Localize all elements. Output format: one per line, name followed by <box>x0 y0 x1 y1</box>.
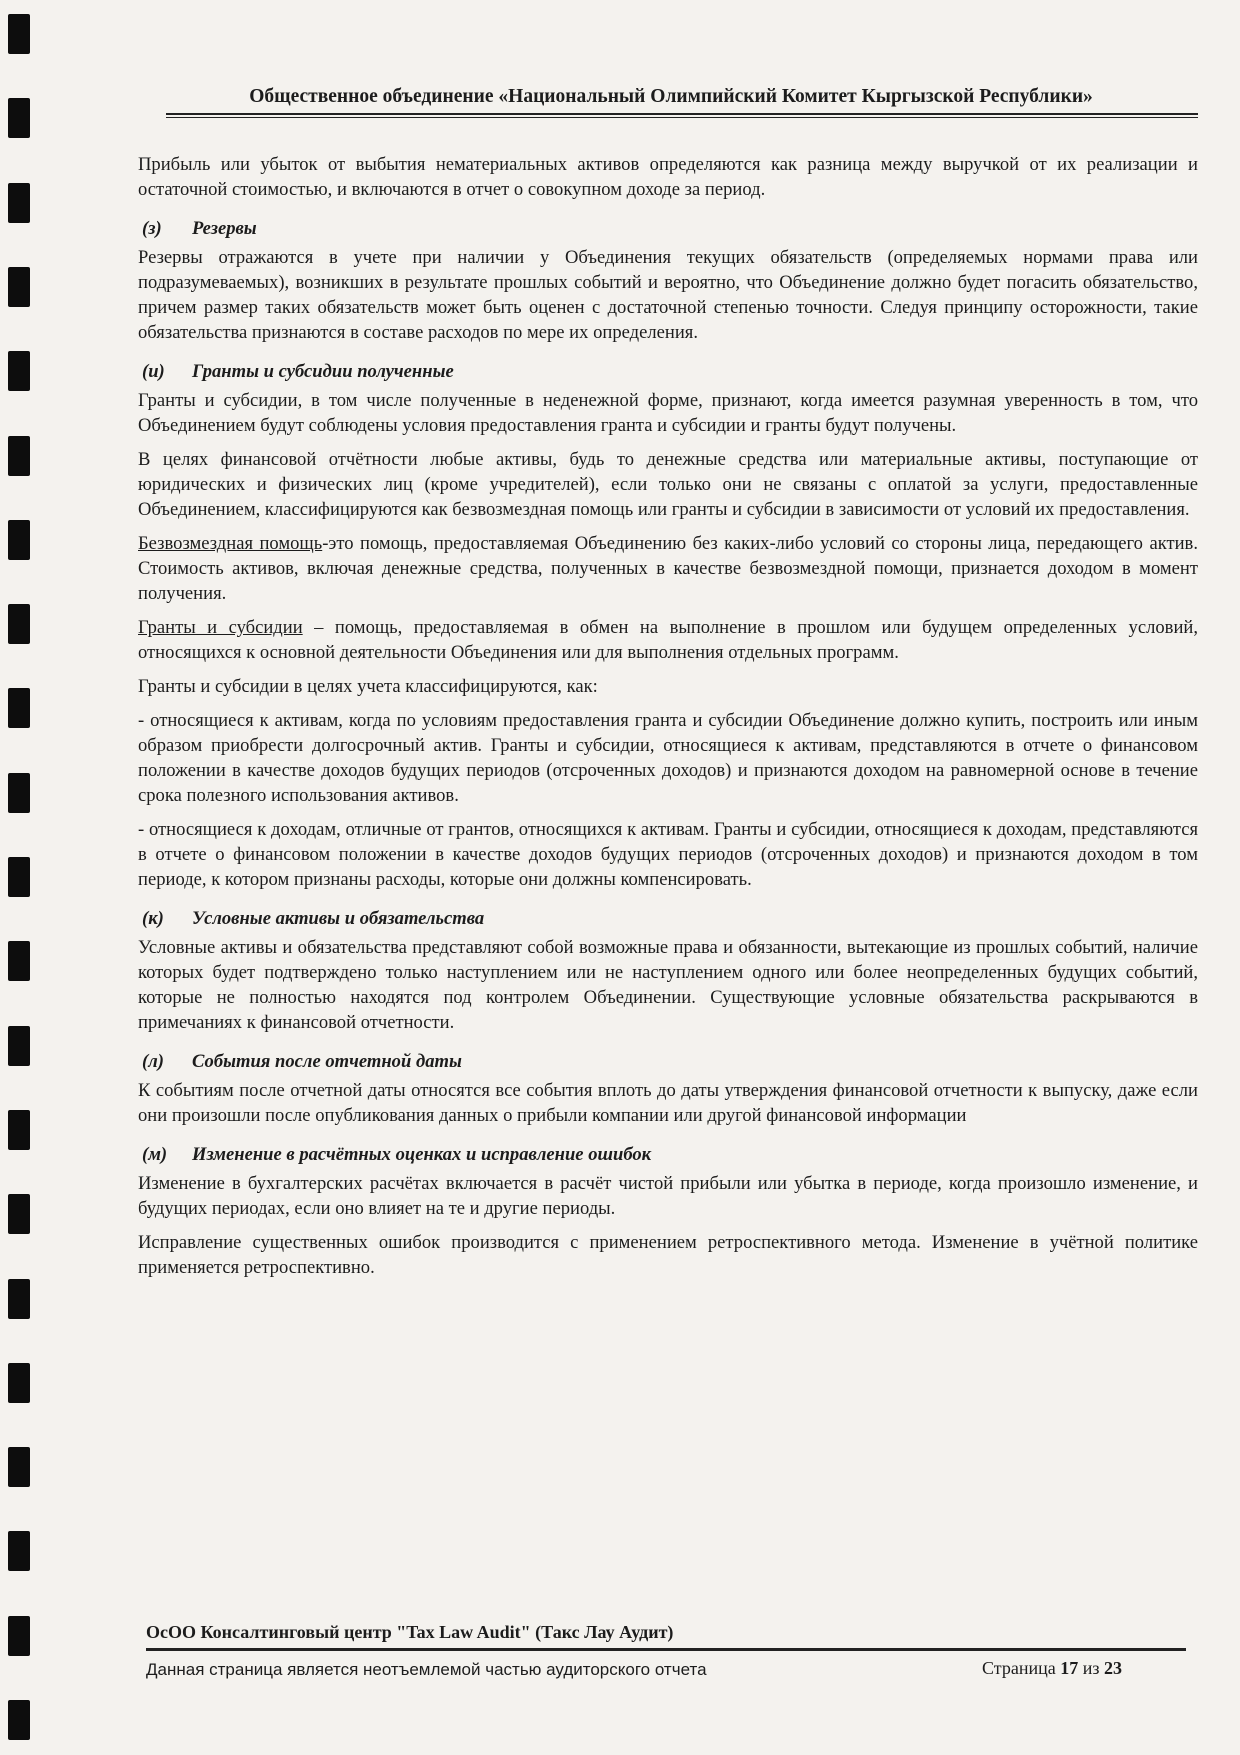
section-number: (и) <box>142 361 165 382</box>
page-of: из <box>1082 1658 1100 1678</box>
binding-hole <box>8 351 30 391</box>
binding-hole <box>8 1194 30 1234</box>
page-number <box>982 1658 1122 1679</box>
binding-hole <box>8 436 30 476</box>
definition-text: – помощь, предоставляемая в обмен на выполнение в прошлом или будущем определенных условий, относящихся к основной деятельности Объединения или для выполнения отдельных программ. <box>138 617 1199 663</box>
binding-hole <box>8 773 30 813</box>
section-heading: События после отчетной даты <box>192 1051 462 1072</box>
binding-strip <box>8 0 30 1755</box>
binding-hole <box>8 520 30 560</box>
section-title-grants <box>138 359 1198 384</box>
list-item-paragraph: - относящиеся к доходам, отличные от грантов, относящихся к активам. Гранты и субсидии, относящиеся к доходам, представляются в отчете о финансовом положении в качестве доходов будущих периодов (отсроченных доходов) и признаются доходом в том периоде, к котором признаны расходы, которые они должны компенсировать. <box>138 819 1198 890</box>
binding-hole <box>8 1616 30 1656</box>
binding-hole <box>8 604 30 644</box>
section-number: (л) <box>142 1051 164 1072</box>
intro-paragraph: Прибыль или убыток от выбытия нематериальных активов определяются как разница между выручкой от их реализации и остаточной стоимостью, и включаются в отчет о совокупном доходе за период. <box>138 154 1198 200</box>
binding-hole <box>8 1447 30 1487</box>
binding-hole <box>8 1279 30 1319</box>
section-number: (м) <box>142 1144 168 1165</box>
definition-text: -это помощь, предоставляемая Объединению без каких-либо условий со стороны лица, передающего актив. Стоимость активов, включая денежные средства, полученных в качестве безвозмездной помощи, признается доходом в момент получения. <box>138 533 1198 604</box>
paragraph: Изменение в бухгалтерских расчётах включается в расчёт чистой прибыли или убытка в периоде, когда произошло изменение, и будущих периодах, если оно влияет на те и другие периоды. <box>138 1173 1198 1219</box>
paragraph: Резервы отражаются в учете при наличии у Объединения текущих обязательств (определяемых нормами права или подразумеваемых), возникших в результате прошлых событий и вероятно, что Объединение должно будет погасить обязательство, причем размер таких обязательств может быть оценен с достаточной степенью точности. Следуя принципу осторожности, такие обязательства признаются в составе расходов по мере их определения. <box>138 247 1198 343</box>
section-number: (з) <box>142 218 162 239</box>
section-heading: Гранты и субсидии полученные <box>192 361 454 382</box>
footer-company-name: ОсОО Консалтинговый центр "Tax Law Audit" (Такс Лау Аудит) <box>146 1622 674 1642</box>
paragraph: Гранты и субсидии, в том числе полученные в неденежной форме, признают, когда имеется разумная уверенность в том, что Объединением будут соблюдены условия предоставления гранта и субсидии и гранты будут получены. <box>138 390 1198 436</box>
section-title-contingent <box>138 906 1198 931</box>
document-page <box>138 0 1198 1755</box>
definition-paragraph <box>138 531 1198 606</box>
binding-hole <box>8 1700 30 1740</box>
definition-term: Гранты и субсидии <box>138 617 303 638</box>
page-current: 17 <box>1060 1658 1079 1678</box>
definition-term: Безвозмездная помощь <box>138 533 323 554</box>
definition-paragraph <box>138 615 1198 665</box>
page-total: 23 <box>1103 1658 1122 1678</box>
binding-hole <box>8 14 30 54</box>
header-rule <box>166 113 1198 115</box>
binding-hole <box>8 267 30 307</box>
binding-hole <box>8 1531 30 1571</box>
list-item-paragraph: - относящиеся к активам, когда по условиям предоставления гранта и субсидии Объединение должно купить, построить или иным образом приобрести долгосрочный актив. Гранты и субсидии, относящиеся к активам, представляются в отчете о финансовом положении в качестве доходов будущих периодов (отсроченных доходов) и признаются доходом на равномерной основе в течение срока полезного использования активов. <box>138 710 1198 806</box>
paragraph: Исправление существенных ошибок производится с применением ретроспективного метода. Изменение в учётной политике применяется ретроспективно. <box>138 1232 1198 1278</box>
footer-note: Данная страница является неотъемлемой частью аудиторского отчета <box>146 1660 707 1679</box>
section-title-reserves <box>138 216 1198 241</box>
binding-hole <box>8 1026 30 1066</box>
section-heading: Резервы <box>192 218 257 239</box>
page-header-title: Общественное объединение «Национальный Олимпийский Комитет Кыргызской Республики» <box>249 86 1093 107</box>
paragraph: Условные активы и обязательства представляют собой возможные права и обязанности, вытекающие из прошлых событий, наличие которых будет подтверждено только наступлением или не наступлением одного или более неопределенных будущих событий, которые не полностью находятся под контролем Объединении. Существующие условные обязательства раскрываются в примечаниях к финансовой отчетности. <box>138 937 1198 1033</box>
binding-hole <box>8 941 30 981</box>
binding-hole <box>8 688 30 728</box>
binding-hole <box>8 1363 30 1403</box>
section-heading: Условные активы и обязательства <box>192 908 485 929</box>
section-title-estimates-errors <box>138 1142 1198 1167</box>
header-rule-thin <box>166 117 1198 118</box>
binding-hole <box>8 98 30 138</box>
binding-hole <box>8 857 30 897</box>
page-label: Страница <box>982 1658 1056 1678</box>
document-body <box>138 152 1198 1289</box>
binding-hole <box>8 183 30 223</box>
paragraph: В целях финансовой отчётности любые активы, будь то денежные средства или материальные активы, поступающие от юридических и физических лиц (кроме учредителей), если только они не связаны с оплатой за услуги, предоставленные Объединением, классифицируются как безвозмездная помощь или гранты и субсидии в зависимости от условий их предоставления. <box>138 449 1198 520</box>
paragraph: Гранты и субсидии в целях учета классифицируются, как: <box>138 676 598 697</box>
binding-hole <box>8 1110 30 1150</box>
section-title-subsequent-events <box>138 1049 1198 1074</box>
paragraph: К событиям после отчетной даты относятся все события вплоть до даты утверждения финансовой отчетности к выпуску, даже если они произошли после опубликования данных о прибыли компании или другой финансовой информации <box>138 1080 1198 1126</box>
section-number: (к) <box>142 908 164 929</box>
section-heading: Изменение в расчётных оценках и исправление ошибок <box>192 1144 652 1165</box>
footer-rule <box>146 1648 1186 1651</box>
